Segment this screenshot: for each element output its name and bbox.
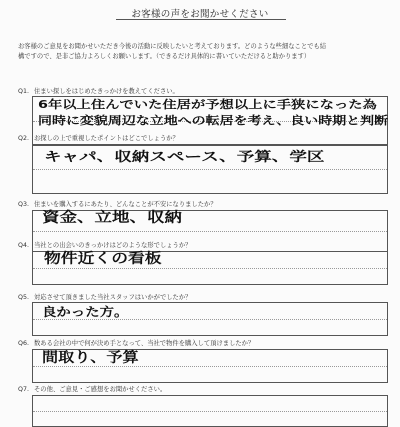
answer-box-3-guide	[33, 231, 387, 232]
question-7	[18, 384, 166, 393]
question-5	[18, 292, 191, 301]
question-3-number: Q3.	[18, 201, 29, 208]
intro-text	[18, 42, 388, 62]
answer-3: 資金、立地、収納	[42, 210, 182, 226]
question-1-number: Q1.	[18, 88, 29, 95]
question-4-number: Q4.	[18, 242, 29, 249]
page-title: お客様の声をお聞かせください	[131, 9, 269, 20]
intro-line-2: 構ですので、是非ご協力よろしくお願いします。（できるだけ具体的に書いていただけると助かります）	[18, 53, 311, 60]
answer-box-7	[32, 395, 388, 427]
answer-6: 間取り、予算	[42, 350, 139, 366]
intro-line-1: お客様のご意見をお聞かせいただき今後の活動に反映したいと考えております。どのような些細なことでも結	[18, 43, 327, 50]
question-5-number: Q5.	[18, 294, 29, 301]
question-6-number: Q6.	[18, 340, 29, 347]
question-7-number: Q7.	[18, 386, 29, 393]
answer-2: キャパ、収納スペース、予算、学区	[44, 150, 325, 165]
question-6-text: 数ある会社の中で何が決め手となって、当社で物件を購入して頂けましたか？	[34, 340, 255, 347]
question-1-text: 住まい探しをはじめたきっかけを教えてください。	[34, 88, 179, 95]
answer-1-line-1: 6年以上住んでいた住居が予想以上に手狭になった為	[38, 98, 377, 111]
question-2-number: Q2.	[18, 135, 29, 142]
answer-box-2-guide	[33, 169, 387, 170]
question-2	[18, 133, 179, 142]
answer-box-4-guide	[33, 268, 387, 269]
answer-box-7-guide	[33, 411, 387, 412]
question-7-text: その他、ご意見・ご感想をお聞かせください。	[34, 386, 167, 393]
question-6	[18, 338, 254, 347]
question-1	[18, 86, 179, 95]
question-2-text: お探しの上で重視したポイントはどこでしょうか？	[34, 135, 179, 142]
title-underline	[116, 19, 286, 20]
answer-4: 物件近くの看板	[44, 251, 162, 267]
question-4-text: 当社との出会いのきっかけはどのような形でしょうか？	[34, 242, 192, 249]
answer-1-line-2: 同時に変貌周辺な立地への転居を考え、良い時期と判断	[38, 114, 389, 127]
answer-5: 良かった方。	[42, 305, 129, 319]
question-5-text: 対応させて頂きました当社スタッフはいかがでしたか？	[34, 294, 192, 301]
question-3-text: 住まいを購入するにあたり、どんなことが不安になりましたか？	[34, 201, 217, 208]
